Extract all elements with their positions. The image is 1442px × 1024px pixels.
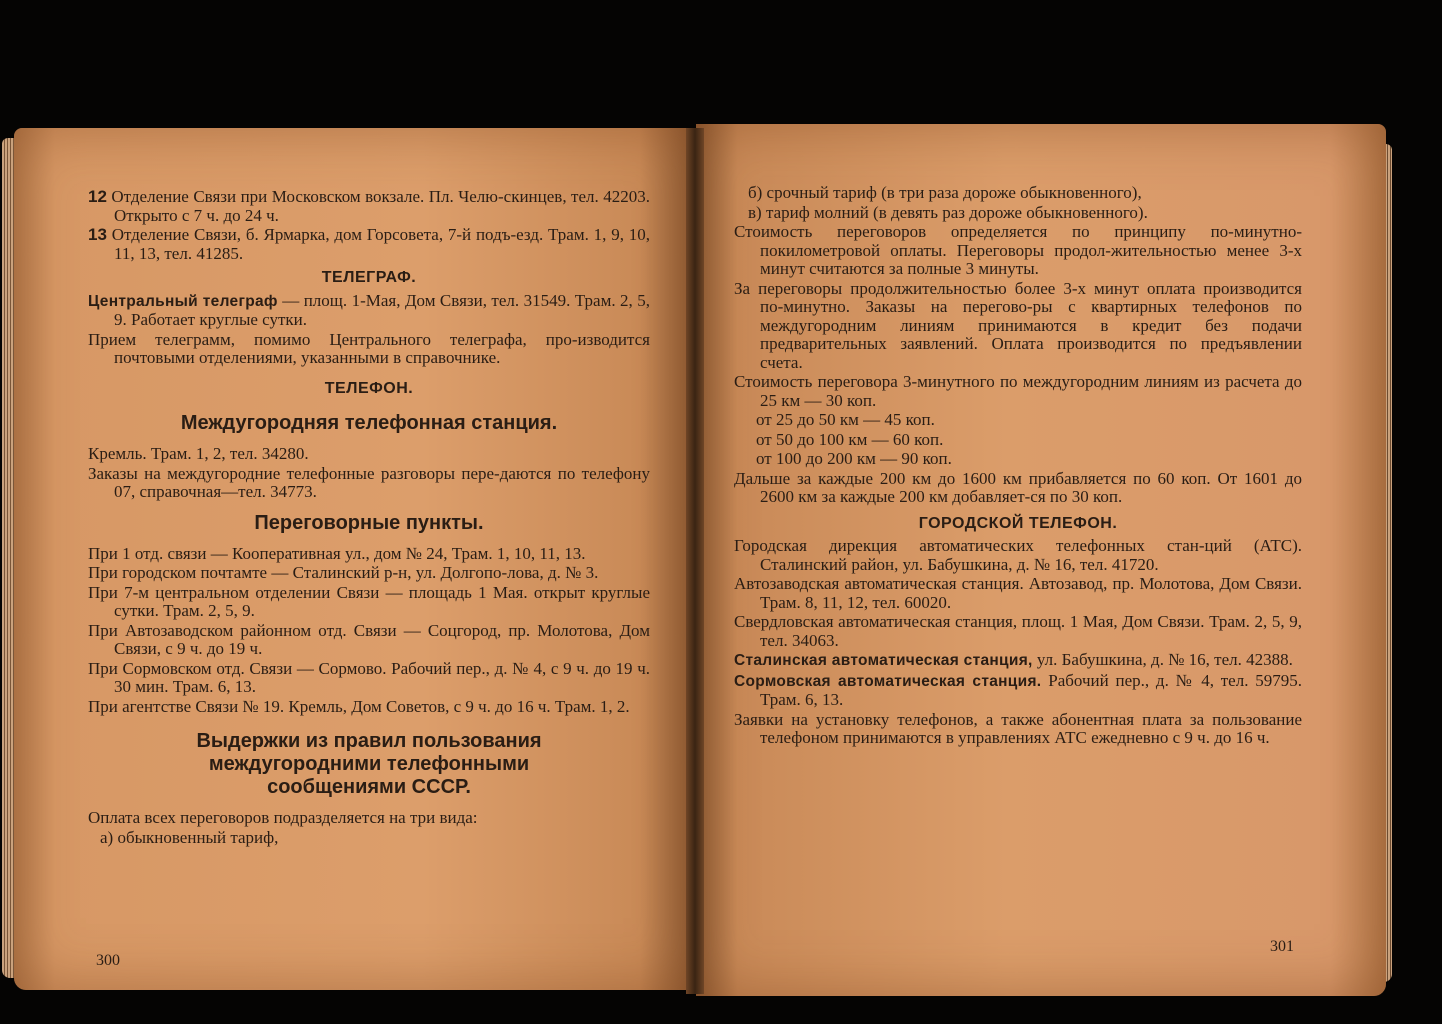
right-page-text [734, 184, 1302, 749]
city-entry: Сталинская автоматическая станция, ул. Бабушкина, д. № 16, тел. 42388. [734, 650, 1293, 669]
heading-intercity-station: Междугородняя телефонная станция. [180, 412, 558, 434]
entry-intercity-orders: Заказы на междугородние телефонные разговоры пере-даются по телефону 07, справочная—тел. 34773. [88, 463, 650, 501]
rules-tariff-b: б) срочный тариф (в три раза дороже обыкновенного), [748, 183, 1142, 202]
book-gutter [686, 128, 704, 994]
call-point-item: При Автозаводском районном отд. Связи — Соцгород, пр. Молотова, Дом Связи, с 9 ч. до 19 ч. [88, 620, 650, 658]
rate-line: от 25 до 50 км — 45 коп. [756, 410, 935, 429]
entry-post-office-12: 12 Отделение Связи при Московском вокзале. Пл. Челю-скинцев, тел. 42203. Открыто с 7 ч. до 24 ч. [88, 187, 650, 225]
heading-city-telephone: ГОРОДСКОЙ ТЕЛЕФОН. [918, 514, 1118, 532]
heading-call-points: Переговорные пункты. [254, 511, 484, 534]
rules-three-minute-cost: Стоимость переговора 3-минутного по междугородним линиям из расчета до 25 км — 30 коп. [734, 372, 1302, 410]
heading-rules: Выдержки из правил пользования междугородними телефонными сообщениями СССР. [196, 730, 542, 798]
page-number-left: 300 [96, 952, 120, 969]
rules-over-three-minutes: За переговоры продолжительностью более 3-х минут оплата производится по-минутно. Заказы на перегово-ры с квартирных телефонов по междугородним линиям принимаются в кредит без подачи предварительных заявлений. Оплата производится по предъявлении счета. [734, 278, 1302, 372]
entry-kremlin: Кремль. Трам. 1, 2, тел. 34280. [88, 444, 309, 463]
city-entry: Автозаводская автоматическая станция. Автозавод, пр. Молотова, Дом Связи. Трам. 8, 11, 12, тел. 60020. [734, 574, 1302, 612]
rules-tariff-a: а) обыкновенный тариф, [100, 827, 279, 847]
call-point-item: При 7-м центральном отделении Связи — площадь 1 Мая. открыт круглые сутки. Трам. 2, 5, 9. [88, 582, 650, 620]
call-point-item: При городском почтамте — Сталинский р-н, ул. Долгопо-лова, д. № 3. [88, 563, 599, 582]
heading-telephone: ТЕЛЕФОН. [324, 379, 414, 397]
city-entry: Свердловская автоматическая станция, площ. 1 Мая, Дом Связи. Трам. 2, 5, 9, тел. 34063. [734, 612, 1302, 650]
entry-central-telegraph: Центральный телеграф — площ. 1-Мая, Дом Связи, тел. 31549. Трам. 2, 5, 9. Работает круглые сутки. [88, 290, 650, 329]
city-entry: Городская дирекция автоматических телефонных стан-ций (АТС). Сталинский район, ул. Бабушкина, д. № 16, тел. 41720. [734, 536, 1302, 574]
call-point-item: При Сормовском отд. Связи — Сормово. Рабочий пер., д. № 4, с 9 ч. до 19 ч. 30 мин. Трам. 6, 13. [88, 658, 650, 696]
rules-cost-principle: Стоимость переговоров определяется по принципу по-минутно-покилометровой оплаты. Переговоры продол-жительностью менее 3-х минут считаются за полные 3 минуты. [734, 222, 1302, 278]
entry-telegram-reception: Прием телеграмм, помимо Центрального телеграфа, про-изводится почтовыми отделениями, указанными в справочнике. [88, 329, 650, 367]
rules-tariff-v: в) тариф молний (в девять раз дороже обыкновенного). [748, 202, 1148, 222]
city-entry: Заявки на установку телефонов, а также абонентная плата за пользование телефоном принимаются в управлениях АТС ежедневно с 9 ч. до 16 ч. [734, 709, 1302, 747]
left-page-text [88, 188, 650, 848]
rate-line: от 50 до 100 км — 60 коп. [756, 429, 944, 449]
rate-line: от 100 до 200 км — 90 коп. [756, 449, 952, 468]
call-point-item: При агентстве Связи № 19. Кремль, Дом Советов, с 9 ч. до 16 ч. Трам. 1, 2. [88, 696, 630, 716]
heading-telegraph: ТЕЛЕГРАФ. [321, 269, 417, 286]
call-point-item: При 1 отд. связи — Кооперативная ул., дом № 24, Трам. 1, 10, 11, 13. [88, 543, 586, 563]
entry-post-office-13: 13 Отделение Связи, б. Ярмарка, дом Горсовета, 7-й подъ-езд. Трам. 1, 9, 10, 11, 13, тел. 41285. [88, 225, 651, 263]
city-entry: Сормовская автоматическая станция. Рабочий пер., д. № 4, тел. 59795. Трам. 6, 13. [734, 670, 1303, 709]
page-number-right: 301 [1270, 938, 1294, 955]
rules-further-distance: Дальше за каждые 200 км до 1600 км прибавляется по 60 коп. От 1601 до 2600 км за каждые 200 км добавляет-ся по 30 коп. [734, 468, 1302, 506]
rules-payment-types: Оплата всех переговоров подразделяется на три вида: [88, 808, 478, 827]
